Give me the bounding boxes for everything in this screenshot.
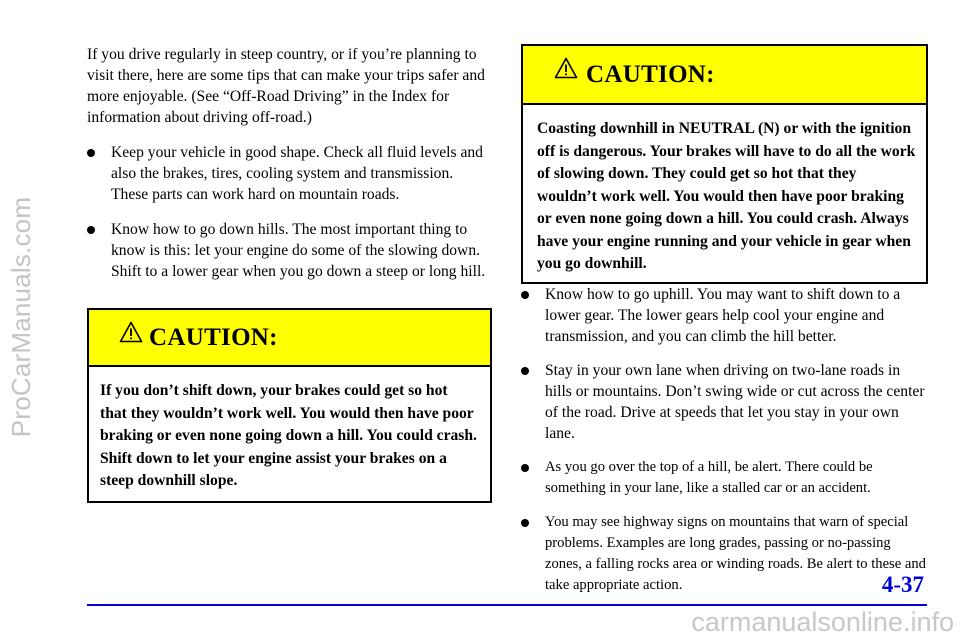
caution-title: CAUTION: [586, 61, 715, 88]
warning-triangle-icon [119, 321, 143, 343]
bullet-text: You may see highway signs on mountains that warn of special problems. Examples are long grades, passing or no-passing zones, a falling rocks area or winding roads. Be alert to these and take appropriate action. [545, 514, 926, 593]
warning-triangle-icon [554, 57, 578, 79]
footer-rule [87, 604, 927, 606]
page-number: 4-37 [881, 572, 924, 597]
bullet-icon [87, 226, 95, 234]
bullet-icon [87, 149, 95, 157]
caution-box-downshift [87, 308, 492, 503]
bottom-watermark: carmanualsonline.info [691, 607, 954, 637]
caution-box-coasting [521, 44, 928, 284]
caution-text: If you don’t shift down, your brakes could get so hot that they wouldn’t work well. You would then have poor braking or even none going down a hill. You could crash. Shift down to let your engine assist your brakes on a steep downhill slope. [100, 382, 477, 489]
list-item [87, 219, 492, 282]
caution-header [523, 46, 926, 105]
bullet-icon [521, 464, 529, 472]
list-item [521, 512, 928, 596]
bullet-icon [521, 519, 529, 527]
right-bullet-list [521, 284, 928, 596]
bullet-text: Stay in your own lane when driving on two-lane roads in hills or mountains. Don’t swing wide or cut across the center of the road. Drive at speeds that let you stay in your own lane. [545, 362, 925, 442]
bullet-text: As you go over the top of a hill, be alert. There could be something in your lane, like a stalled car or an accident. [545, 459, 873, 496]
left-column [87, 44, 492, 503]
bullet-text: Know how to go down hills. The most important thing to know is this: let your engine do some of the slowing down. Shift to a lower gear when you go down a steep or long hill. [111, 221, 486, 280]
list-item [521, 284, 928, 347]
bullet-text: Keep your vehicle in good shape. Check all fluid levels and also the brakes, tires, cooling system and transmission. These parts can work hard on mountain roads. [111, 144, 483, 203]
list-item [87, 142, 492, 205]
right-column [521, 44, 928, 609]
caution-header [89, 310, 490, 367]
caution-title: CAUTION: [149, 324, 278, 351]
bullet-icon [521, 367, 529, 375]
left-bullet-list [87, 142, 492, 282]
list-item [521, 360, 928, 444]
side-watermark: ProCarManuals.com [6, 196, 36, 438]
caution-text: Coasting downhill in NEUTRAL (N) or with the ignition off is dangerous. Your brakes will have to do all the work of slowing down. They could get so hot that they wouldn’t work well. You would then have poor braking or even none going down a hill. You could crash. Always have your engine running and your vehicle in gear when you go downhill. [537, 120, 916, 272]
bullet-text: Know how to go uphill. You may want to shift down to a lower gear. The lower gears help cool your engine and transmission, and you can climb the hill better. [545, 286, 901, 345]
list-item [521, 457, 928, 499]
bullet-icon [521, 291, 529, 299]
intro-paragraph: If you drive regularly in steep country, or if you’re planning to visit there, here are some tips that can make your trips safer and more enjoyable. (See “Off-Road Driving” in the Index for information about driving off-road.) [87, 46, 485, 126]
